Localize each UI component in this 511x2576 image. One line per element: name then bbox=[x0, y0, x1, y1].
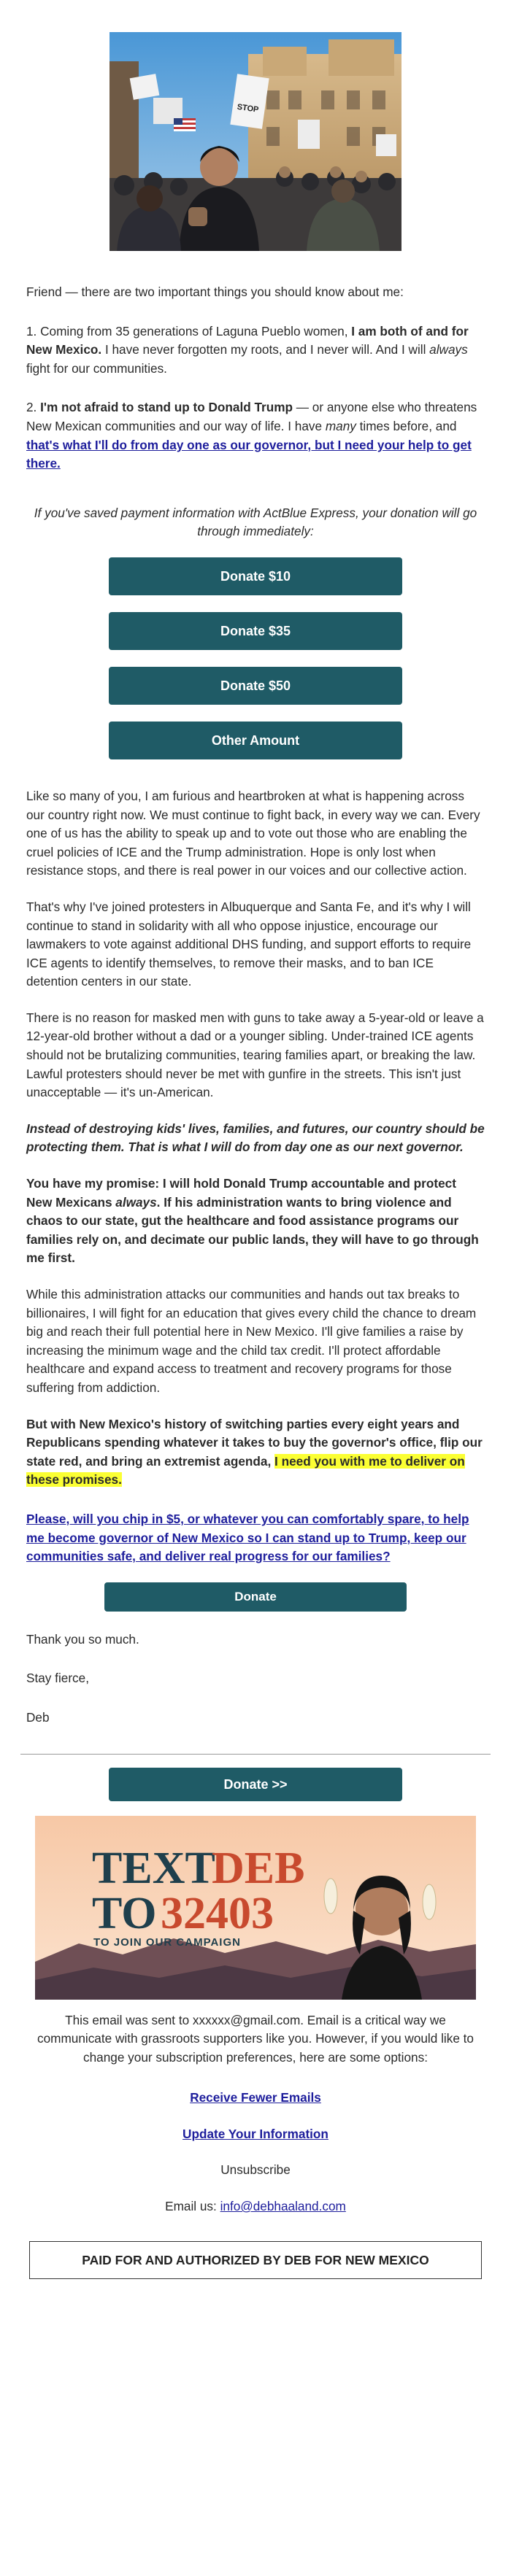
paragraph-furious: Like so many of you, I am furious and heartbroken at what is happening across our country right now. We must continue to fight back, in every way we can. Every one of us has the ability to speak up and to vote out those who are enabling the cruel policies of ICE and the Trump administration. Hope is only lost when resistance stops, and there is real power in our voices and our collective action. bbox=[26, 788, 480, 878]
point-one-tail: fight for our communities. bbox=[26, 360, 167, 376]
banner-to-word: TO bbox=[92, 1888, 157, 1938]
contact-line bbox=[0, 2197, 511, 2216]
promise-lead: You have my promise: I will hold Donald Trump accountable and protect New Mexicans bbox=[26, 1176, 456, 1210]
history-highlight: I need you with me to deliver on these promises. bbox=[26, 1453, 465, 1488]
signature-text: Deb bbox=[26, 1709, 50, 1725]
point-one-lead: 1. Coming from 35 generations of Laguna Pueblo women, bbox=[26, 323, 352, 339]
hero-photo bbox=[110, 32, 402, 251]
point-one-italic: always bbox=[429, 342, 468, 357]
email-us-label: Email us: bbox=[165, 2199, 220, 2214]
update-information-link[interactable]: Update Your Information bbox=[182, 2126, 328, 2141]
paragraph-promise bbox=[26, 1175, 485, 1268]
greeting-text: Friend — there are two important things you should know about me: bbox=[26, 285, 404, 299]
paragraph-protest: That's why I've joined protesters in Albuquerque and Santa Fe, and it's why I will continue to stand in solidarity with all who oppose injustice, encourage our lawmakers to vote against additional DHS funding, and support efforts to require ICE agents to identify themselves, to remove their masks, and to ban ICE detention centers in our state. bbox=[26, 899, 472, 989]
banner-deb-word: DEB bbox=[212, 1843, 305, 1893]
unsubscribe-link[interactable]: Unsubscribe bbox=[220, 2162, 291, 2178]
paid-for-disclaimer: PAID FOR AND AUTHORIZED BY DEB FOR NEW MEXICO bbox=[29, 2241, 482, 2279]
chip-in-link[interactable]: Please, will you chip in $5, or whatever you can comfortably spare, to help me become governor of New Mexico so I can stand up to Trump, keep our communities safe, and deliver real progress for our families? bbox=[26, 1511, 469, 1564]
point-two-mid2: times before, and bbox=[356, 418, 457, 433]
contact-email-link[interactable]: info@debhaaland.com bbox=[220, 2199, 346, 2214]
paragraph-masked: There is no reason for masked men with guns to take away a 5-year-old or leave a 12-year-old brother without a dad or a younger sibling. Under-trained ICE agents should not be brutalizing communities, tearing families apart, or breaking the law. Lawful protesters should never be met with gunfire in the streets. This isn't just unacceptable — it's un-American. bbox=[26, 1010, 484, 1100]
promise-italic: always bbox=[115, 1194, 157, 1210]
point-two-italic: many bbox=[325, 418, 356, 433]
other-amount-button[interactable]: Other Amount bbox=[109, 722, 402, 759]
governor-help-link[interactable]: that's what I'll do from day one as our governor, but I need your help to get there. bbox=[26, 437, 472, 471]
paragraph-while: While this administration attacks our communities and hands out tax breaks to billionaires, I will fight for an education that gives every child the chance to dream big and reach their full potential here in New Mexico. I'll give families a raise by increasing the minimum wage and the child tax credit. I'll protect affordable healthcare and expand access to treatment and recovery programs for those suffering from addiction. bbox=[26, 1287, 477, 1395]
thanks-text: Thank you so much. bbox=[26, 1631, 139, 1647]
donate-35-button[interactable]: Donate $35 bbox=[109, 612, 402, 650]
divider bbox=[20, 1754, 491, 1755]
banner-number: 32403 bbox=[161, 1888, 274, 1938]
point-two bbox=[26, 398, 485, 473]
text-campaign-graphic bbox=[35, 1816, 476, 2000]
signoff-text: Stay fierce, bbox=[26, 1671, 89, 1686]
protest-photo bbox=[110, 32, 402, 251]
donation-buttons bbox=[0, 557, 511, 759]
actblue-express-note: If you've saved payment information with ActBlue Express, your donation will go through immediately: bbox=[34, 505, 477, 539]
receive-fewer-emails-link[interactable]: Receive Fewer Emails bbox=[190, 2090, 321, 2105]
point-one-bold: I am both of and for New Mexico. bbox=[26, 323, 469, 357]
promise-tail: . If his administration wants to bring violence and chaos to our state, gut the healthcare and food assistance programs our families rely on, and decimate our public lands, they will have to go through me first. bbox=[26, 1194, 479, 1266]
donate-button[interactable]: Donate bbox=[104, 1582, 407, 1612]
paragraph-instead: Instead of destroying kids' lives, families, and futures, our country should be protecting them. That is what I will do from day one as our next governor. bbox=[26, 1121, 485, 1155]
point-two-mid: — or anyone else who threatens New Mexican communities and our way of life. I have bbox=[26, 400, 477, 433]
footer bbox=[0, 2011, 511, 2279]
banner-text-word: TEXT bbox=[92, 1843, 215, 1893]
donate-10-button[interactable]: Donate $10 bbox=[109, 557, 402, 595]
paragraph-history bbox=[26, 1415, 485, 1490]
donate-arrow-button[interactable]: Donate >> bbox=[109, 1768, 402, 1801]
point-two-bold: I'm not afraid to stand up to Donald Trump bbox=[40, 400, 293, 415]
protest-sign-text: STOP bbox=[236, 102, 260, 115]
point-one bbox=[26, 322, 485, 379]
us-flag-icon bbox=[174, 118, 196, 131]
point-one-mid: I have never forgotten my roots, and I never will. And I will bbox=[101, 342, 430, 357]
banner-subtitle: TO JOIN OUR CAMPAIGN bbox=[93, 1935, 241, 1949]
point-two-lead: 2. bbox=[26, 400, 41, 415]
history-lead: But with New Mexico's history of switching parties every eight years and Republicans spending whatever it takes to buy the governor's office, flip our state red, and bring an extremist agenda, bbox=[26, 1416, 483, 1469]
text-deb-banner[interactable] bbox=[35, 1816, 476, 2000]
donate-50-button[interactable]: Donate $50 bbox=[109, 667, 402, 705]
footer-notice: This email was sent to xxxxxx@gmail.com. Email is a critical way we communicate with grassroots supporters like you. However, if you would like to change your subscription preferences, here are some options: bbox=[36, 2012, 474, 2065]
